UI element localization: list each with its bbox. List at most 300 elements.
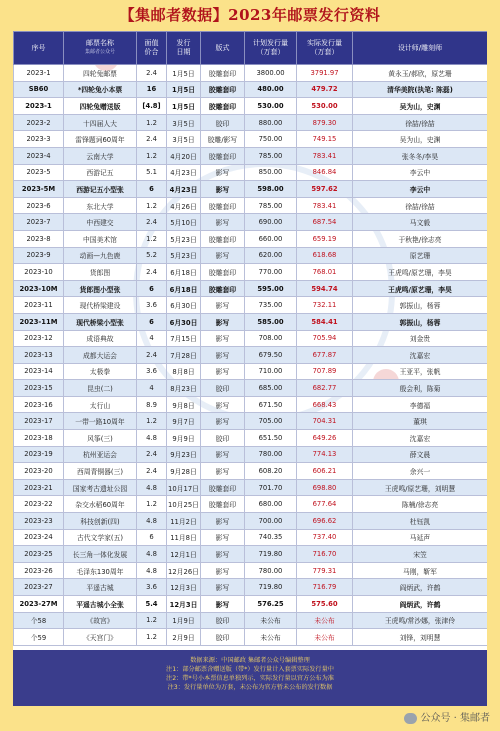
- cell-designer: 殷会利，陈菊: [353, 380, 488, 397]
- cell-planned-quantity: 700.00: [245, 513, 297, 530]
- cell-stamp-name: 西周青铜器(三): [64, 463, 137, 480]
- cell-designer: 李云中: [353, 164, 488, 181]
- cell-row-no: 2023-2: [14, 114, 64, 131]
- cell-issue-date: 1月9日: [167, 612, 201, 629]
- cell-planned-quantity: 651.50: [245, 430, 297, 447]
- cell-planned-quantity: 685.00: [245, 380, 297, 397]
- cell-stamp-name: 成都大运会: [64, 347, 137, 364]
- cell-row-no: 2023-27M: [14, 596, 64, 613]
- cell-planned-quantity: 598.00: [245, 181, 297, 198]
- table-row: [14, 380, 488, 397]
- header-designer: 设计师/雕刻师: [353, 32, 488, 65]
- table-row: [14, 230, 488, 247]
- cell-stamp-name: 货郎图小型张: [64, 280, 137, 297]
- cell-designer: 王虎鸣/原艺珊，李昊: [353, 280, 488, 297]
- cell-planned-quantity: 750.00: [245, 131, 297, 148]
- header-name: [64, 32, 137, 65]
- cell-face-value: 2.4: [137, 463, 167, 480]
- cell-planned-quantity: 710.00: [245, 363, 297, 380]
- cell-face-value: 2.4: [137, 65, 167, 82]
- table-row: [14, 363, 488, 380]
- cell-issue-date: 6月30日: [167, 313, 201, 330]
- table-row: [14, 214, 488, 231]
- cell-face-value: 1.2: [137, 197, 167, 214]
- cell-actual-quantity: 783.41: [297, 197, 353, 214]
- table-row: [14, 562, 488, 579]
- cell-designer: 于秋艳/徐志亮: [353, 230, 488, 247]
- cell-issue-date: 9月28日: [167, 463, 201, 480]
- cell-face-value: 1.2: [137, 114, 167, 131]
- cell-print-format: 影写: [201, 164, 245, 181]
- cell-designer: 宋笠: [353, 546, 488, 563]
- cell-print-format: 胶雕套印: [201, 147, 245, 164]
- cell-actual-quantity: 779.31: [297, 562, 353, 579]
- table-row: [14, 330, 488, 347]
- table-row: [14, 313, 488, 330]
- cell-stamp-name: 杂交水稻60周年: [64, 496, 137, 513]
- cell-issue-date: 9月9日: [167, 430, 201, 447]
- table-row: [14, 347, 488, 364]
- cell-row-no: 2023-5: [14, 164, 64, 181]
- cell-issue-date: 9月8日: [167, 396, 201, 413]
- cell-designer: 王虎鸣/原艺珊，刘明慧: [353, 479, 488, 496]
- cell-row-no: 2023-14: [14, 363, 64, 380]
- cell-print-format: 影写: [201, 330, 245, 347]
- cell-print-format: 影写: [201, 529, 245, 546]
- cell-print-format: 影写: [201, 562, 245, 579]
- cell-issue-date: 11月8日: [167, 529, 201, 546]
- cell-stamp-name: 长三角一体化发展: [64, 546, 137, 563]
- cell-planned-quantity: 708.00: [245, 330, 297, 347]
- header-print-format: 版式: [201, 32, 245, 65]
- cell-face-value: 4: [137, 380, 167, 397]
- cell-face-value: 8.9: [137, 396, 167, 413]
- cell-issue-date: 4月23日: [167, 164, 201, 181]
- cell-face-value: 1.2: [137, 612, 167, 629]
- cell-row-no: 2023-7: [14, 214, 64, 231]
- table-row: [14, 479, 488, 496]
- cell-row-no: 2023-22: [14, 496, 64, 513]
- cell-row-no: SB60: [14, 81, 64, 98]
- table-row: [14, 612, 488, 629]
- cell-stamp-name: 四轮兔赠送版: [64, 98, 137, 115]
- table-row: [14, 197, 488, 214]
- cell-stamp-name: 现代桥梁小型张: [64, 313, 137, 330]
- cell-actual-quantity: 749.15: [297, 131, 353, 148]
- cell-issue-date: 1月5日: [167, 98, 201, 115]
- cell-actual-quantity: 479.72: [297, 81, 353, 98]
- cell-planned-quantity: 880.00: [245, 114, 297, 131]
- cell-row-no: 2023-11: [14, 297, 64, 314]
- cell-planned-quantity: 780.00: [245, 562, 297, 579]
- cell-planned-quantity: 480.00: [245, 81, 297, 98]
- cell-row-no: 2023-18: [14, 430, 64, 447]
- table-row: [14, 147, 488, 164]
- cell-row-no: 2023-25: [14, 546, 64, 563]
- cell-actual-quantity: 879.30: [297, 114, 353, 131]
- cell-stamp-name: 杭州亚运会: [64, 446, 137, 463]
- cell-row-no: 2023-26: [14, 562, 64, 579]
- cell-face-value: 1.2: [137, 496, 167, 513]
- cell-designer: 王虎鸣/原艺珊，李昊: [353, 264, 488, 281]
- cell-planned-quantity: 780.00: [245, 446, 297, 463]
- cell-actual-quantity: 705.94: [297, 330, 353, 347]
- cell-print-format: 胶雕套印: [201, 230, 245, 247]
- cell-print-format: 胶雕/影写: [201, 131, 245, 148]
- cell-face-value: 3.6: [137, 363, 167, 380]
- cell-row-no: 2023-17: [14, 413, 64, 430]
- cell-designer: 吴为山，史渊: [353, 131, 488, 148]
- cell-designer: 郭振山，杨蓉: [353, 313, 488, 330]
- cell-row-no: 2023-12: [14, 330, 64, 347]
- cell-stamp-name: 中国美术馆: [64, 230, 137, 247]
- table-row: [14, 247, 488, 264]
- cell-issue-date: 4月26日: [167, 197, 201, 214]
- table-row: [14, 579, 488, 596]
- cell-issue-date: 8月8日: [167, 363, 201, 380]
- cell-print-format: 影写: [201, 596, 245, 613]
- header-name-label: 邮票名称: [86, 39, 114, 47]
- cell-stamp-name: 十四届人大: [64, 114, 137, 131]
- cell-actual-quantity: 698.80: [297, 479, 353, 496]
- cell-print-format: 影写: [201, 513, 245, 530]
- page-title: 【集邮者数据】2023年邮票发行资料: [119, 6, 381, 24]
- stamp-table-container: [13, 31, 487, 650]
- cell-actual-quantity: 530.00: [297, 98, 353, 115]
- cell-issue-date: 9月23日: [167, 446, 201, 463]
- cell-actual-quantity: 597.62: [297, 181, 353, 198]
- cell-designer: 董琪: [353, 413, 488, 430]
- cell-face-value: 5.2: [137, 247, 167, 264]
- cell-issue-date: 12月1日: [167, 546, 201, 563]
- table-row: [14, 131, 488, 148]
- cell-row-no: 2023-19: [14, 446, 64, 463]
- table-row: [14, 546, 488, 563]
- cell-designer: 原艺珊: [353, 247, 488, 264]
- header-face-value: 面值 价合: [137, 32, 167, 65]
- cell-stamp-name: 动画—九色鹿: [64, 247, 137, 264]
- cell-print-format: 胶印: [201, 114, 245, 131]
- cell-planned-quantity: 740.35: [245, 529, 297, 546]
- cell-stamp-name: 现代桥梁建设: [64, 297, 137, 314]
- cell-issue-date: 6月30日: [167, 297, 201, 314]
- cell-planned-quantity: 585.00: [245, 313, 297, 330]
- cell-face-value: 4.8: [137, 513, 167, 530]
- cell-face-value: 2.4: [137, 214, 167, 231]
- cell-designer: 王虎鸣/常沙娜，张津伶: [353, 612, 488, 629]
- header-issue-date: 发行 日期: [167, 32, 201, 65]
- cell-face-value: 3.6: [137, 579, 167, 596]
- cell-issue-date: 6月18日: [167, 264, 201, 281]
- cell-actual-quantity: 696.62: [297, 513, 353, 530]
- cell-stamp-name: 四轮兔邮票: [64, 65, 137, 82]
- cell-issue-date: 4月23日: [167, 181, 201, 198]
- cell-planned-quantity: 671.50: [245, 396, 297, 413]
- cell-face-value: 16: [137, 81, 167, 98]
- cell-actual-quantity: 768.01: [297, 264, 353, 281]
- cell-planned-quantity: 576.25: [245, 596, 297, 613]
- cell-face-value: 4: [137, 330, 167, 347]
- header-actual-quantity: 实际发行量 （万套）: [297, 32, 353, 65]
- cell-row-no: 2023-4: [14, 147, 64, 164]
- header-name-sub: 集邮者公众号: [84, 49, 115, 55]
- cell-stamp-name: *四轮兔小本票: [64, 81, 137, 98]
- cell-print-format: 影写: [201, 363, 245, 380]
- cell-actual-quantity: 707.89: [297, 363, 353, 380]
- cell-designer: 王亚平，张帆: [353, 363, 488, 380]
- cell-planned-quantity: 620.00: [245, 247, 297, 264]
- cell-face-value: 6: [137, 529, 167, 546]
- cell-face-value: 4.8: [137, 430, 167, 447]
- cell-actual-quantity: 618.68: [297, 247, 353, 264]
- cell-print-format: 胶印: [201, 380, 245, 397]
- cell-designer: 清华美院(执笔: 陈磊): [353, 81, 488, 98]
- cell-print-format: 影写: [201, 396, 245, 413]
- cell-row-no: 个58: [14, 612, 64, 629]
- cell-print-format: 影写: [201, 313, 245, 330]
- cell-actual-quantity: 732.11: [297, 297, 353, 314]
- cell-print-format: 胶雕套印: [201, 264, 245, 281]
- cell-stamp-name: 风筝(三): [64, 430, 137, 447]
- footer-note-3: 注3：发行量单位为万套，未公布为官方暂未公布的发行数据: [167, 684, 333, 691]
- cell-designer: 陈楠/徐志亮: [353, 496, 488, 513]
- cell-row-no: 2023-16: [14, 396, 64, 413]
- cell-planned-quantity: 608.20: [245, 463, 297, 480]
- cell-row-no: 2023-6: [14, 197, 64, 214]
- table-row: [14, 430, 488, 447]
- cell-print-format: 影写: [201, 579, 245, 596]
- cell-print-format: 影写: [201, 463, 245, 480]
- cell-actual-quantity: 677.87: [297, 347, 353, 364]
- table-row: [14, 629, 488, 646]
- cell-actual-quantity: 659.19: [297, 230, 353, 247]
- wechat-watermark: [404, 711, 490, 727]
- cell-planned-quantity: 690.00: [245, 214, 297, 231]
- cell-row-no: 2023-20: [14, 463, 64, 480]
- header-no: 序号: [14, 32, 64, 65]
- cell-issue-date: 4月20日: [167, 147, 201, 164]
- table-row: [14, 496, 488, 513]
- cell-print-format: 影写: [201, 546, 245, 563]
- cell-actual-quantity: 774.13: [297, 446, 353, 463]
- cell-print-format: 影写: [201, 446, 245, 463]
- cell-designer: 沈嘉宏: [353, 430, 488, 447]
- cell-issue-date: 11月2日: [167, 513, 201, 530]
- cell-planned-quantity: 660.00: [245, 230, 297, 247]
- cell-stamp-name: 东北大学: [64, 197, 137, 214]
- cell-face-value: 6: [137, 280, 167, 297]
- cell-actual-quantity: 682.77: [297, 380, 353, 397]
- cell-designer: 徐喆/徐喆: [353, 197, 488, 214]
- table-row: [14, 463, 488, 480]
- cell-designer: 郭振山，杨蓉: [353, 297, 488, 314]
- cell-actual-quantity: 594.74: [297, 280, 353, 297]
- table-row: [14, 297, 488, 314]
- cell-print-format: 胶印: [201, 430, 245, 447]
- cell-designer: 马文毅: [353, 214, 488, 231]
- cell-stamp-name: 云南大学: [64, 147, 137, 164]
- cell-print-format: 胶雕套印: [201, 496, 245, 513]
- table-row: [14, 396, 488, 413]
- footer-source: 数据来源：中国邮政 集邮者公众号编辑整理: [190, 657, 310, 664]
- cell-designer: 余兴一: [353, 463, 488, 480]
- footer-note-2: 注2：带*号小本票信息单独列示，实际发行量以官方公布为准: [166, 675, 334, 682]
- cell-designer: 沈嘉宏: [353, 347, 488, 364]
- cell-print-format: 胶雕套印: [201, 81, 245, 98]
- cell-row-no: 2023-27: [14, 579, 64, 596]
- footer-note-1: 注1：部分邮票含赠送版（带*）发行量计入套票实际发行量中: [166, 666, 334, 673]
- cell-face-value: 6: [137, 313, 167, 330]
- cell-planned-quantity: 3800.00: [245, 65, 297, 82]
- cell-planned-quantity: 705.00: [245, 413, 297, 430]
- table-row: [14, 81, 488, 98]
- cell-designer: 李云中: [353, 181, 488, 198]
- cell-actual-quantity: 575.60: [297, 596, 353, 613]
- cell-issue-date: 7月28日: [167, 347, 201, 364]
- cell-issue-date: 12月26日: [167, 562, 201, 579]
- cell-face-value: 6: [137, 181, 167, 198]
- cell-actual-quantity: 704.31: [297, 413, 353, 430]
- wechat-account: 公众号 · 集邮者: [420, 713, 490, 724]
- cell-issue-date: 5月23日: [167, 247, 201, 264]
- cell-face-value: 2.4: [137, 131, 167, 148]
- cell-stamp-name: 中西建交: [64, 214, 137, 231]
- cell-stamp-name: 国家考古遗址公园: [64, 479, 137, 496]
- cell-designer: 马刚，靳军: [353, 562, 488, 579]
- cell-issue-date: 7月15日: [167, 330, 201, 347]
- cell-planned-quantity: 785.00: [245, 197, 297, 214]
- cell-row-no: 2023-10M: [14, 280, 64, 297]
- cell-designer: 阎炳武，许鹤: [353, 579, 488, 596]
- cell-face-value: 5.1: [137, 164, 167, 181]
- cell-print-format: 胶雕套印: [201, 280, 245, 297]
- cell-issue-date: 1月5日: [167, 81, 201, 98]
- table-row: [14, 446, 488, 463]
- cell-planned-quantity: 未公布: [245, 612, 297, 629]
- cell-designer: 刘锋，刘明慧: [353, 629, 488, 646]
- cell-designer: 薛文晨: [353, 446, 488, 463]
- table-row: [14, 513, 488, 530]
- cell-stamp-name: 太行山: [64, 396, 137, 413]
- table-row: [14, 114, 488, 131]
- table-header-row: [14, 32, 488, 65]
- cell-row-no: 2023-24: [14, 529, 64, 546]
- cell-actual-quantity: 716.70: [297, 546, 353, 563]
- table-row: [14, 280, 488, 297]
- cell-stamp-name: 毛泽东130周年: [64, 562, 137, 579]
- cell-row-no: 2023-10: [14, 264, 64, 281]
- cell-face-value: 1.2: [137, 230, 167, 247]
- cell-designer: 黄永玉/郝欣，原艺珊: [353, 65, 488, 82]
- cell-issue-date: 6月18日: [167, 280, 201, 297]
- cell-face-value: 3.6: [137, 297, 167, 314]
- cell-planned-quantity: 719.80: [245, 546, 297, 563]
- cell-print-format: 胶印: [201, 629, 245, 646]
- cell-face-value: 2.4: [137, 264, 167, 281]
- header-planned-quantity: 计划发行量 （万套）: [245, 32, 297, 65]
- cell-stamp-name: 《天宫门》: [64, 629, 137, 646]
- cell-planned-quantity: 850.00: [245, 164, 297, 181]
- cell-row-no: 2023-23: [14, 513, 64, 530]
- cell-designer: 阎炳武，许鹤: [353, 596, 488, 613]
- cell-row-no: 个59: [14, 629, 64, 646]
- cell-row-no: 2023-11M: [14, 313, 64, 330]
- cell-planned-quantity: 679.50: [245, 347, 297, 364]
- cell-print-format: 影写: [201, 297, 245, 314]
- cell-face-value: [4.8]: [137, 98, 167, 115]
- cell-issue-date: 3月5日: [167, 114, 201, 131]
- cell-issue-date: 2月9日: [167, 629, 201, 646]
- cell-designer: 马延声: [353, 529, 488, 546]
- cell-actual-quantity: 687.54: [297, 214, 353, 231]
- cell-issue-date: 9月7日: [167, 413, 201, 430]
- table-row: [14, 264, 488, 281]
- cell-stamp-name: 货郎图: [64, 264, 137, 281]
- cell-actual-quantity: 3791.97: [297, 65, 353, 82]
- footer-notes: [13, 650, 487, 706]
- cell-face-value: 4.8: [137, 562, 167, 579]
- cell-stamp-name: 《故宫》: [64, 612, 137, 629]
- cell-planned-quantity: 735.00: [245, 297, 297, 314]
- cell-designer: 杜钰凯: [353, 513, 488, 530]
- cell-actual-quantity: 846.84: [297, 164, 353, 181]
- cell-row-no: 2023-1: [14, 65, 64, 82]
- cell-actual-quantity: 606.21: [297, 463, 353, 480]
- cell-planned-quantity: 770.00: [245, 264, 297, 281]
- cell-designer: 李德福: [353, 396, 488, 413]
- cell-stamp-name: 太极拳: [64, 363, 137, 380]
- table-row: [14, 98, 488, 115]
- cell-issue-date: 12月3日: [167, 596, 201, 613]
- cell-face-value: 2.4: [137, 347, 167, 364]
- cell-print-format: 胶印: [201, 612, 245, 629]
- cell-issue-date: 8月23日: [167, 380, 201, 397]
- cell-print-format: 胶雕套印: [201, 65, 245, 82]
- cell-print-format: 胶雕套印: [201, 98, 245, 115]
- cell-designer: 张冬冬/李昊: [353, 147, 488, 164]
- table-row: [14, 596, 488, 613]
- cell-actual-quantity: 未公布: [297, 612, 353, 629]
- cell-stamp-name: 平遥古城: [64, 579, 137, 596]
- cell-issue-date: 5月10日: [167, 214, 201, 231]
- cell-designer: 刘金贵: [353, 330, 488, 347]
- cell-designer: 徐喆/徐喆: [353, 114, 488, 131]
- cell-actual-quantity: 未公布: [297, 629, 353, 646]
- cell-issue-date: 1月5日: [167, 65, 201, 82]
- cell-actual-quantity: 584.41: [297, 313, 353, 330]
- cell-stamp-name: 一带一路10周年: [64, 413, 137, 430]
- cell-face-value: 4.8: [137, 546, 167, 563]
- cell-row-no: 2023-13: [14, 347, 64, 364]
- wechat-icon: [404, 713, 417, 724]
- cell-actual-quantity: 737.40: [297, 529, 353, 546]
- cell-stamp-name: 科技创新(四): [64, 513, 137, 530]
- cell-stamp-name: 西游记五: [64, 164, 137, 181]
- table-body: [14, 65, 488, 646]
- cell-issue-date: 10月17日: [167, 479, 201, 496]
- cell-stamp-name: 昆虫(二): [64, 380, 137, 397]
- cell-face-value: 1.2: [137, 629, 167, 646]
- cell-stamp-name: 古代文学家(五): [64, 529, 137, 546]
- cell-planned-quantity: 719.80: [245, 579, 297, 596]
- cell-row-no: 2023-21: [14, 479, 64, 496]
- cell-print-format: 影写: [201, 181, 245, 198]
- cell-planned-quantity: 530.00: [245, 98, 297, 115]
- cell-actual-quantity: 677.64: [297, 496, 353, 513]
- cell-actual-quantity: 783.41: [297, 147, 353, 164]
- cell-print-format: 影写: [201, 247, 245, 264]
- cell-planned-quantity: 785.00: [245, 147, 297, 164]
